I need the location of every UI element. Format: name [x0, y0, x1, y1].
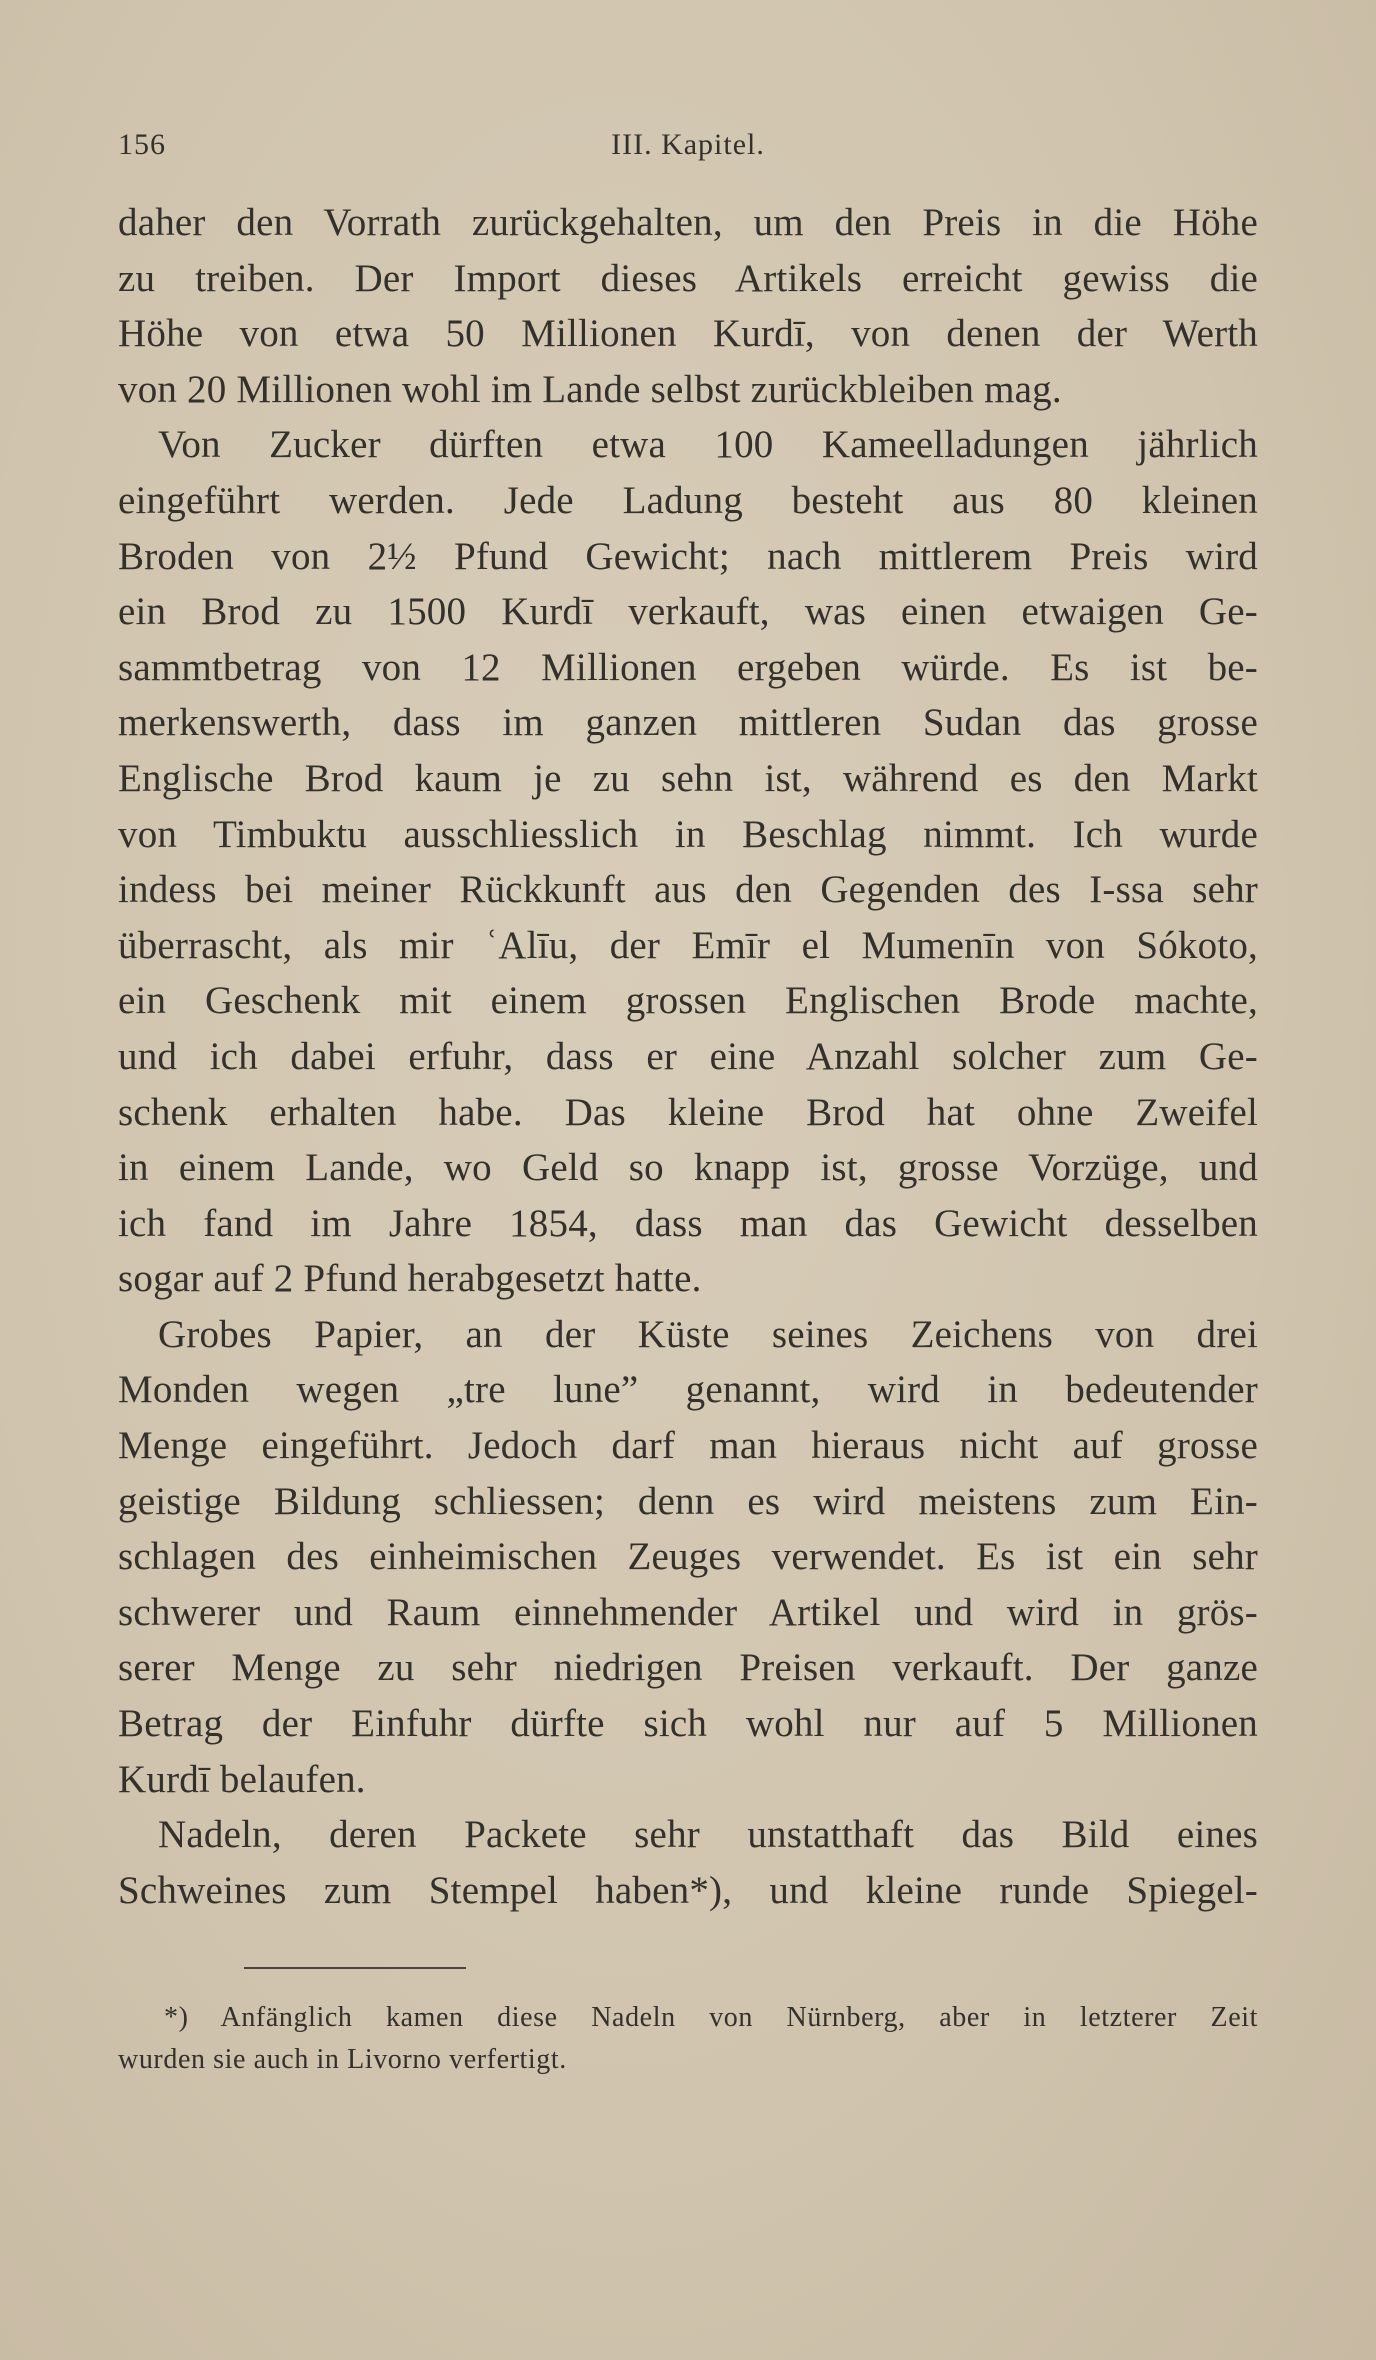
- text-line: geistige Bildung schliessen; denn es wird meistens zum Ein-: [118, 1479, 1258, 1523]
- page-header: [118, 128, 1258, 172]
- text-line: schlagen des einheimischen Zeuges verwendet. Es ist ein sehr: [118, 1535, 1258, 1579]
- running-head: III. Kapitel.: [611, 128, 765, 161]
- text-line: Broden von 2½ Pfund Gewicht; nach mittlerem Preis wird: [118, 534, 1258, 578]
- text-line: sogar auf 2 Pfund herabgesetzt hatte.: [118, 1257, 702, 1301]
- footnote: [118, 1997, 1258, 2081]
- text-line: ein Geschenk mit einem grossen Englischen Brode machte,: [118, 979, 1258, 1023]
- text-line: Monden wegen „tre lune” genannt, wird in bedeutender: [118, 1368, 1258, 1412]
- footnote-divider: [244, 1967, 466, 1969]
- text-line: und ich dabei erfuhr, dass er eine Anzahl solcher zum Ge-: [118, 1034, 1258, 1078]
- text-line: Englische Brod kaum je zu sehn ist, während es den Markt: [118, 756, 1258, 800]
- text-line: serer Menge zu sehr niedrigen Preisen verkauft. Der ganze: [118, 1646, 1258, 1690]
- text-line: Höhe von etwa 50 Millionen Kurdī, von denen der Werth: [118, 312, 1258, 356]
- text-line: Schweines zum Stempel haben*), und kleine runde Spiegel-: [118, 1868, 1258, 1912]
- text-line: eingeführt werden. Jede Ladung besteht aus 80 kleinen: [118, 478, 1258, 522]
- text-line: ich fand im Jahre 1854, dass man das Gewicht desselben: [118, 1201, 1258, 1245]
- text-line: von 20 Millionen wohl im Lande selbst zurückbleiben mag.: [118, 367, 1062, 411]
- text-line: Menge eingeführt. Jedoch darf man hieraus nicht auf grosse: [118, 1424, 1258, 1468]
- footnote-line: *) Anfänglich kamen diese Nadeln von Nürnberg, aber in letzterer Zeit: [164, 2002, 1258, 2033]
- text-line: überrascht, als mir ʿAlīu, der Emīr el Mumenīn von Sókoto,: [118, 923, 1258, 967]
- text-line: ein Brod zu 1500 Kurdī verkauft, was einen etwaigen Ge-: [118, 590, 1258, 634]
- text-line: von Timbuktu ausschliesslich in Beschlag nimmt. Ich wurde: [118, 812, 1258, 856]
- page-number: 156: [118, 128, 166, 161]
- text-line: schwerer und Raum einnehmender Artikel und wird in grös-: [118, 1590, 1258, 1634]
- text-line: daher den Vorrath zurückgehalten, um den Preis in die Höhe: [118, 201, 1258, 244]
- text-line: Grobes Papier, an der Küste seines Zeichens von drei: [158, 1312, 1258, 1356]
- text-line: zu treiben. Der Import dieses Artikels erreicht gewiss die: [118, 256, 1258, 300]
- footnote-line: wurden sie auch in Livorno verfertigt.: [118, 2044, 567, 2075]
- text-line: sammtbetrag von 12 Millionen ergeben würde. Es ist be-: [118, 645, 1258, 689]
- text-line: schenk erhalten habe. Das kleine Brod hat ohne Zweifel: [118, 1090, 1258, 1134]
- text-line: Betrag der Einfuhr dürfte sich wohl nur auf 5 Millionen: [118, 1702, 1258, 1746]
- text-line: in einem Lande, wo Geld so knapp ist, grosse Vorzüge, und: [118, 1146, 1258, 1190]
- text-line: indess bei meiner Rückkunft aus den Gegenden des I-ssa sehr: [118, 868, 1258, 912]
- text-line: Kurdī belaufen.: [118, 1757, 366, 1801]
- body-text: [118, 195, 1258, 1918]
- text-line: Von Zucker dürften etwa 100 Kameelladungen jährlich: [158, 423, 1258, 467]
- text-line: Nadeln, deren Packete sehr unstatthaft das Bild eines: [158, 1813, 1258, 1857]
- text-line: merkenswerth, dass im ganzen mittleren Sudan das grosse: [118, 701, 1258, 745]
